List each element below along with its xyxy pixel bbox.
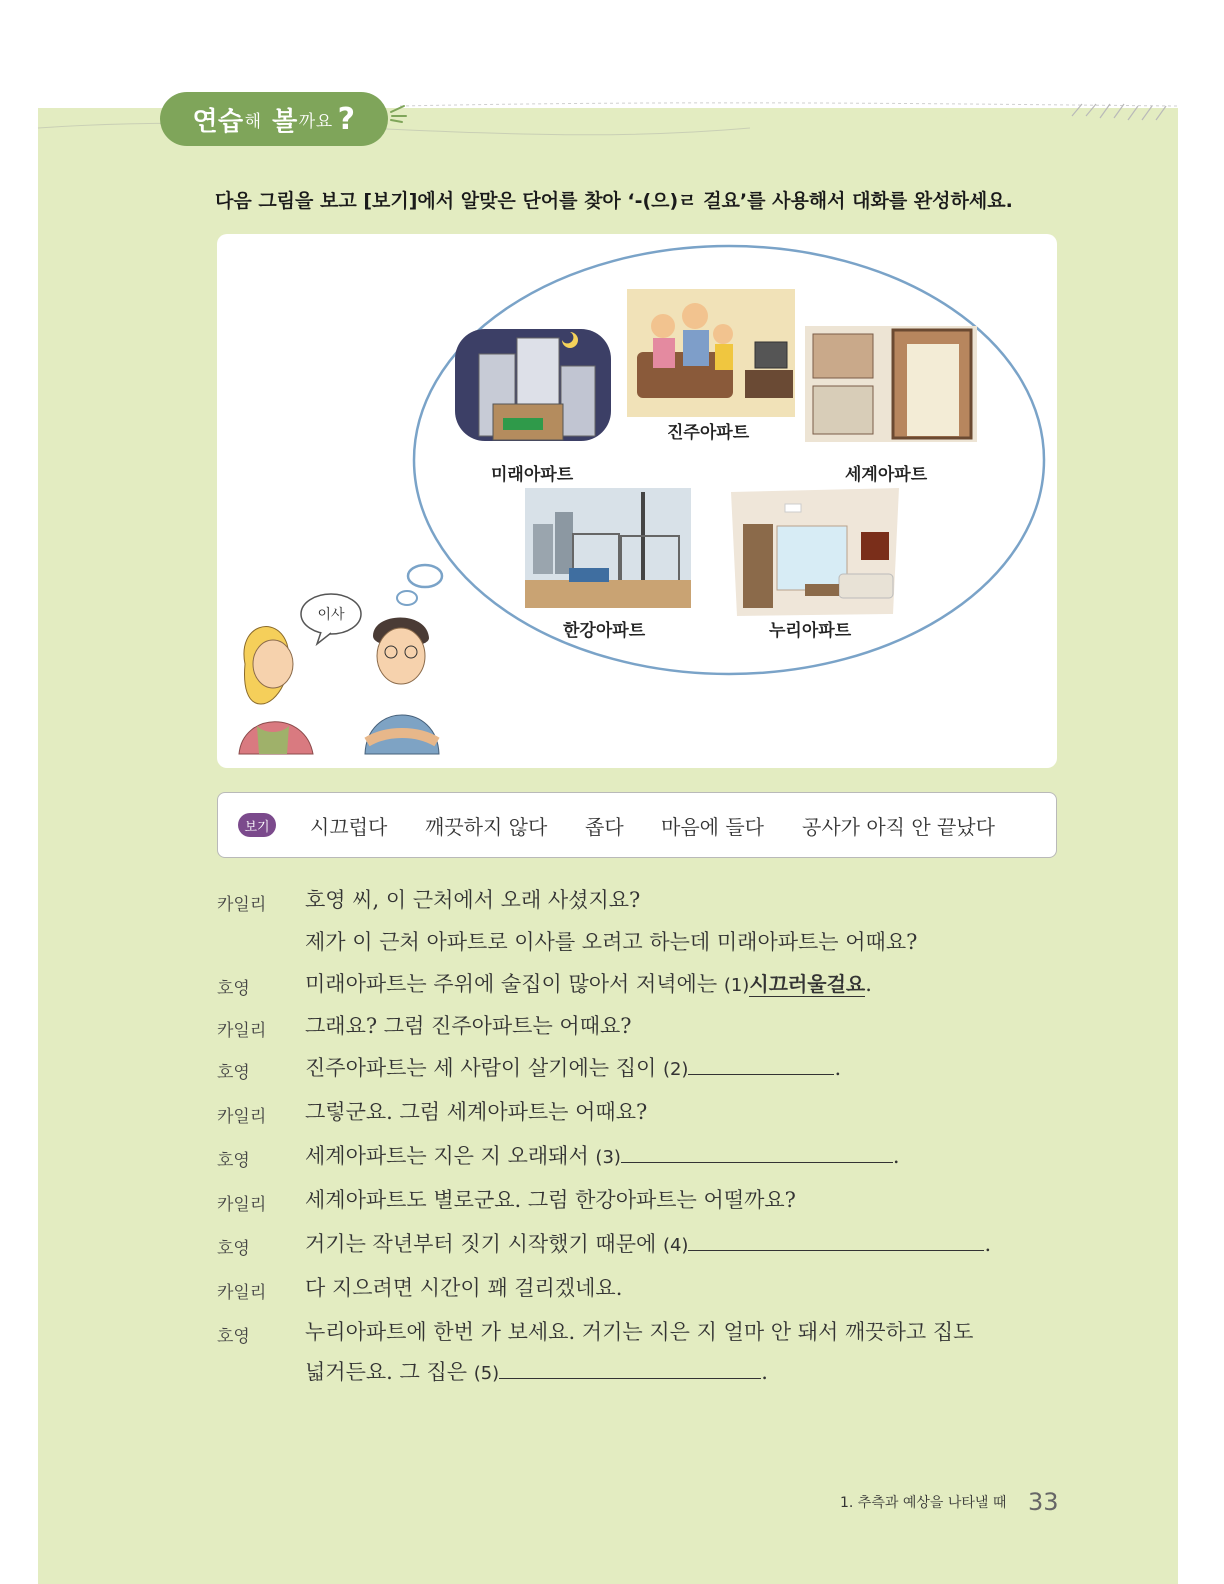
sentence-end: . xyxy=(865,972,872,996)
answer-blank-4[interactable] xyxy=(688,1230,984,1251)
dialogue-text: 거기는 작년부터 짓기 시작했기 때문에 xyxy=(305,1232,663,1256)
section-title-badge xyxy=(160,92,388,146)
sentence-end: . xyxy=(834,1056,842,1080)
speech-bubble xyxy=(301,594,361,644)
sentence-end: . xyxy=(984,1232,992,1256)
speaker-name: 호영 xyxy=(217,979,250,999)
dialogue-text: 호영 씨, 이 근처에서 오래 사셨지요? xyxy=(305,888,641,912)
sentence-end: . xyxy=(892,1144,900,1168)
blank-number: (4) xyxy=(662,1235,689,1256)
word-bank-item: 공사가 아직 안 끝났다 xyxy=(802,815,995,839)
blank-number: (3) xyxy=(595,1147,621,1168)
woman-character xyxy=(239,627,313,754)
answer-blank-2[interactable] xyxy=(688,1054,834,1075)
hangang-apartment-image xyxy=(525,488,691,608)
blank-number: (1) xyxy=(723,975,750,996)
apartment-label-mirae: 미래아파트 xyxy=(491,465,574,485)
apartment-label-nuri: 누리아파트 xyxy=(769,621,852,641)
speaker-name: 카일리 xyxy=(217,1195,267,1215)
apartment-label-hangang: 한강아파트 xyxy=(563,621,646,641)
answer-blank-5[interactable] xyxy=(499,1358,761,1379)
dialogue-text: 누리아파트에 한번 가 보세요. 거기는 지은 지 얼마 안 돼서 깨끗하고 집도 xyxy=(305,1320,974,1344)
title-part-1: 연습 xyxy=(192,106,244,137)
dialogue-text: 진주아파트는 세 사람이 살기에는 집이 xyxy=(305,1056,663,1080)
dialogue-text: 제가 이 근처 아파트로 이사를 오려고 하는데 미래아파트는 어때요? xyxy=(305,930,918,954)
answer-blank-3[interactable] xyxy=(621,1142,893,1163)
word-bank-box xyxy=(217,792,1057,858)
speaker-name: 호영 xyxy=(217,1239,250,1259)
segye-apartment-image xyxy=(805,326,977,442)
sentence-end: . xyxy=(761,1360,768,1384)
illustration-panel xyxy=(217,234,1057,768)
nuri-apartment-image xyxy=(731,488,899,616)
page-number: 33 xyxy=(1028,1488,1059,1516)
word-bank-item: 시끄럽다 xyxy=(310,815,388,839)
dialogue-text: 세계아파트도 별로군요. 그럼 한강아파트는 어떨까요? xyxy=(305,1188,796,1212)
dialogue-text: 미래아파트는 주위에 술집이 많아서 저녁에는 xyxy=(305,972,724,996)
chapter-footer: 1. 추측과 예상을 나타낼 때 xyxy=(840,1495,1007,1511)
dialogue-text: 그렇군요. 그럼 세계아파트는 어때요? xyxy=(305,1100,648,1124)
apartment-label-jinju: 진주아파트 xyxy=(667,423,750,443)
blank-number: (2) xyxy=(662,1059,689,1080)
speaker-name: 카일리 xyxy=(217,895,267,915)
title-part-3: 볼 xyxy=(272,106,298,137)
dialogue-text: 그래요? 그럼 진주아파트는 어때요? xyxy=(305,1014,632,1038)
title-part-4: 까요 xyxy=(298,111,333,132)
apartment-label-segye: 세계아파트 xyxy=(845,465,928,485)
mirae-apartment-image xyxy=(455,329,611,441)
dialogue-text: 넓거든요. 그 집은 xyxy=(305,1360,474,1384)
title-question-mark: ? xyxy=(337,101,356,137)
sparkle-icon xyxy=(388,100,410,124)
speech-bubble-text: 이사 xyxy=(317,607,345,623)
word-bank-item: 마음에 들다 xyxy=(661,815,764,839)
example-answer: 시끄러울걸요 xyxy=(749,972,866,996)
jinju-apartment-image xyxy=(627,289,795,417)
speaker-name: 카일리 xyxy=(217,1021,267,1041)
dialogue-text: 다 지으려면 시간이 꽤 걸리겠네요. xyxy=(305,1276,623,1300)
speaker-name: 호영 xyxy=(217,1063,250,1083)
title-part-2: 해 xyxy=(244,111,262,132)
exercise-instruction: 다음 그림을 보고 [보기]에서 알맞은 단어를 찾아 ‘-(으)ㄹ 걸요’를 사용해서 대화를 완성하세요. xyxy=(215,190,1013,212)
word-bank-item: 좁다 xyxy=(585,815,624,839)
speaker-name: 카일리 xyxy=(217,1283,267,1303)
speaker-name: 호영 xyxy=(217,1151,250,1171)
word-bank-badge: 보기 xyxy=(238,813,276,837)
thought-bubble-illustration xyxy=(217,234,1057,768)
man-character xyxy=(365,618,439,755)
speaker-name: 카일리 xyxy=(217,1107,267,1127)
speaker-name: 호영 xyxy=(217,1327,250,1347)
dialogue-text: 세계아파트는 지은 지 오래돼서 xyxy=(305,1144,596,1168)
word-bank-item: 깨끗하지 않다 xyxy=(425,815,548,839)
blank-number: (5) xyxy=(473,1363,500,1384)
